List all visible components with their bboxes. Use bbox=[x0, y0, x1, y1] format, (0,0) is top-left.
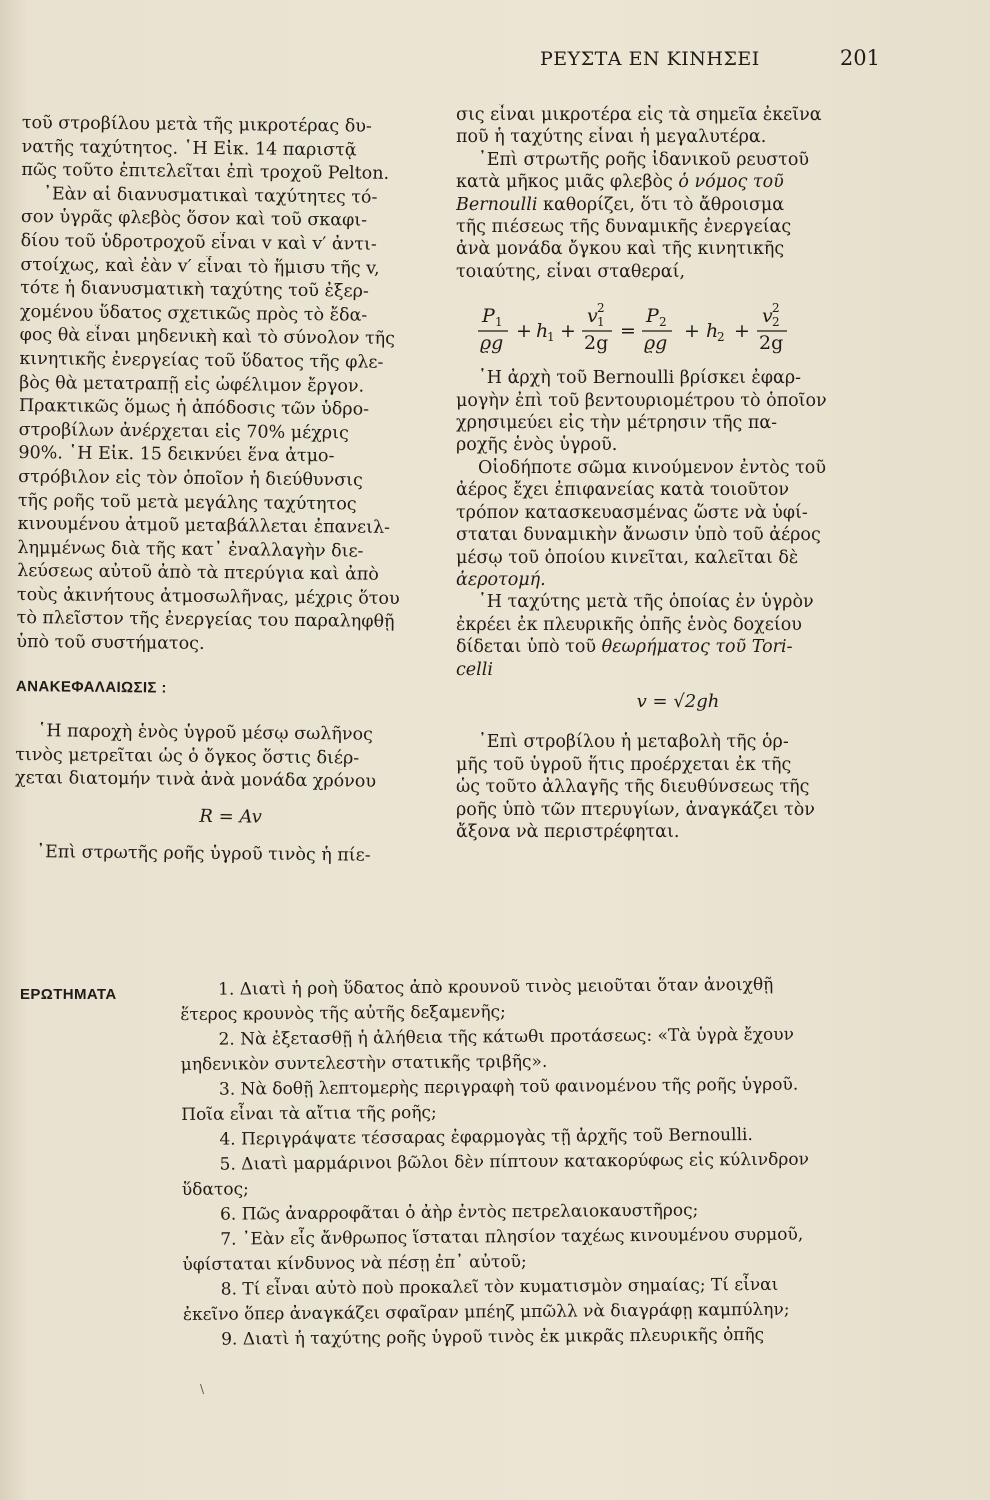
eq-rho-g: ϱg bbox=[644, 332, 668, 355]
text-line: χρησιμεύει εἰς τὴν μέτρησιν τῆς πα- bbox=[456, 413, 778, 434]
paragraph-torricelli bbox=[456, 591, 900, 681]
eq-plus: + bbox=[560, 320, 576, 343]
eq-v2-sq: 2 bbox=[772, 301, 780, 316]
text-line: χομένου ὕδατος σχετικῶς πρὸς τὸ ἔδα- bbox=[19, 301, 368, 326]
text-line: ᾿Επὶ στρωτῆς ροῆς ἰδανικοῦ ρευστοῦ bbox=[478, 149, 810, 170]
eq-plus: + bbox=[516, 320, 532, 343]
eq-v1-sq: 2 bbox=[597, 301, 605, 316]
text-line: ᾿Επὶ στροβίλου ἡ μεταβολὴ τῆς ὁρ- bbox=[478, 732, 789, 753]
formula-torricelli: v = √2gh bbox=[636, 690, 720, 712]
law-name: Bernoulli bbox=[456, 194, 538, 215]
text-line: 90%. ῾Η Εἰκ. 15 δεικνύει ἕνα ἀτμο- bbox=[18, 443, 335, 467]
question-text: 4. Περιγράψατε τέσσαρας ἐφαρμογὰς τῇ ἀρχῆς τοῦ Bernoulli. bbox=[219, 1125, 753, 1150]
question-text: 6. Πῶς ἀναρροφᾶται ὁ ἀὴρ ἐντὸς πετρελαιοκαυστῆρος; bbox=[219, 1200, 699, 1225]
formula-flow-rate: R = Av bbox=[199, 805, 263, 828]
text-line: ὑπὸ τοῦ συστήματος. bbox=[16, 632, 205, 655]
right-column bbox=[456, 104, 900, 843]
text-line bbox=[456, 194, 900, 216]
text-fragment: κατὰ μῆκος μιᾶς φλεβὸς bbox=[456, 172, 679, 193]
text-line: τοιαύτης, εἶναι σταθεραί, bbox=[456, 261, 686, 282]
text-line: στρόβιλον εἰς τὸν ὁποῖον ἡ διεύθυνσις bbox=[18, 466, 363, 491]
text-line: ᾿Εὰν αἱ διανυσματικαὶ ταχύτητες τό- bbox=[43, 184, 378, 208]
eq-p1: P bbox=[482, 305, 495, 328]
text-line: ἀνὰ μονάδα ὄγκου καὶ τῆς κινητικῆς bbox=[456, 239, 785, 260]
eq-plus: + bbox=[734, 320, 750, 343]
eq-v2: v bbox=[762, 305, 773, 328]
text-line: τὸ πλεῖστον τῆς ἐνεργείας του παραληφθῇ bbox=[16, 608, 395, 633]
eq-h2-sub: 2 bbox=[717, 330, 725, 345]
text-line: ῾Η ἀρχὴ τοῦ Bernoulli βρίσκει ἐφαρ- bbox=[478, 368, 802, 389]
question-text: μηδενικὸν συντελεστὴν στατικῆς τριβῆς». bbox=[180, 1051, 548, 1075]
paragraph-bernoulli bbox=[456, 149, 900, 283]
text-line: ροῆς ὑπὸ τῶν πτερυγίων, ἀναγκάζει τὸν bbox=[456, 799, 815, 820]
text-line: χεται διατομήν τινὰ ἀνὰ μονάδα χρόνου bbox=[14, 768, 377, 793]
eq-h2: h bbox=[706, 320, 719, 343]
text-line: κινουμένου ἀτμοῦ μεταβάλλεται ἐπανειλ- bbox=[17, 514, 391, 538]
summary-heading: ΑΝΑΚΕΦΑΛΑΙΩΣΙΣ : bbox=[15, 677, 167, 697]
eq-p2: P bbox=[646, 305, 659, 328]
text-line: Οἱοδήποτε σῶμα κινούμενον ἐντὸς τοῦ bbox=[478, 457, 826, 478]
question-item bbox=[180, 972, 910, 1028]
eq-v1-sub: 1 bbox=[597, 315, 605, 330]
question-item bbox=[183, 1272, 913, 1328]
text-line: τρόπον κατασκευασμένας ὥστε νὰ ὑφί- bbox=[456, 502, 808, 523]
bernoulli-equation-svg bbox=[456, 301, 896, 357]
text-line: τοῦ στροβίλου μετὰ τῆς μικροτέρας δυ- bbox=[21, 112, 372, 137]
question-item bbox=[182, 1222, 912, 1278]
text-line: ὡς τοῦτο ἀλλαγῆς τῆς διευθύνσεως τῆς bbox=[456, 777, 810, 798]
question-text: 1. Διατὶ ἡ ροὴ ὕδατος ἀπὸ κρουνοῦ τινὸς μειοῦται ὅταν ἀνοιχθῇ bbox=[218, 974, 774, 1000]
theorem-term: celli bbox=[456, 659, 493, 680]
paragraph-aerofoil bbox=[456, 457, 900, 591]
question-text: 7. ᾿Εὰν εἷς ἄνθρωπος ἵσταται πλησίον ταχέως κινουμένου συρμοῦ, bbox=[220, 1224, 804, 1250]
eq-2g: 2g bbox=[759, 332, 784, 355]
text-line: λεύσεως αὐτοῦ ἀπὸ τὰ πτερύγια καὶ ἀπὸ bbox=[17, 561, 379, 586]
text-line: μογὴν ἐπὶ τοῦ βεντουριομέτρου τὸ ὁποῖον bbox=[456, 390, 827, 411]
text-line: ἀέρος ἔχει ἐπιφανείας κατὰ τοιοῦτον bbox=[456, 480, 790, 501]
text-line: βὸς θὰ μετατραπῇ εἰς ὠφέλιμον ἔργον. bbox=[19, 372, 365, 397]
page-number: 201 bbox=[839, 46, 880, 70]
text-line: ποῦ ἡ ταχύτης εἶναι ἡ μεγαλυτέρα. bbox=[456, 127, 767, 148]
eq-v1: v bbox=[587, 305, 598, 328]
text-line: Πρακτικῶς ὅμως ἡ ἀπόδοσις τῶν ὑδρο- bbox=[18, 396, 370, 420]
paragraph-venturi bbox=[456, 367, 900, 457]
text-line: ῾Η παροχὴ ἑνὸς ὑγροῦ μέσῳ σωλῆνος bbox=[37, 721, 374, 745]
page-header bbox=[540, 46, 880, 70]
left-column bbox=[14, 112, 454, 869]
eq-v2-sub: 2 bbox=[772, 315, 780, 330]
eq-plus: + bbox=[684, 320, 700, 343]
paragraph-pelton bbox=[21, 112, 454, 187]
text-line: φος θὰ εἶναι μηδενικὴ καὶ τὸ σύνολον τῆς bbox=[19, 325, 396, 350]
text-line: τινὸς μετρεῖται ὡς ὁ ὄγκος ὅστις διέρ- bbox=[15, 744, 360, 769]
text-line: τῆς πιέσεως τῆς δυναμικῆς ἐνεργείας bbox=[456, 217, 792, 238]
text-line: στροβίλων ἀνέρχεται εἰς 70% μέχρις bbox=[18, 419, 349, 444]
paragraph-pressure bbox=[456, 104, 900, 149]
text-line: λημμένως διὰ τῆς κατ᾿ ἐναλλαγὴν διε- bbox=[17, 537, 364, 562]
eq-rho-g: ϱg bbox=[480, 332, 504, 355]
text-line: τότε ἡ διανυσματικὴ ταχύτης τοῦ ἐξερ- bbox=[20, 278, 369, 302]
bernoulli-equation bbox=[456, 301, 900, 353]
question-text: ἐκεῖνο ὅπερ ἀναγκάζει σφαῖραν μπέηζ μπῶλλ νὰ διαγράφῃ καμπύλην; bbox=[182, 1299, 790, 1325]
question-item bbox=[181, 1072, 911, 1128]
text-line bbox=[456, 171, 900, 193]
aerofoil-term: ἀεροτομή. bbox=[456, 569, 546, 590]
question-text: ἕτερος κρουνὸς τῆς αὐτῆς δεξαμενῆς; bbox=[180, 1002, 506, 1025]
text-line: σις εἶναι μικροτέρα εἰς τὰ σημεῖα ἐκεῖνα bbox=[456, 105, 822, 125]
question-text: 3. Νὰ δοθῇ λεπτομερὴς περιγραφὴ τοῦ φαινομένου τῆς ροῆς ὑγροῦ. bbox=[218, 1074, 799, 1100]
question-text: ὑφίσταται κίνδυνος νὰ πέσῃ ἐπ᾿ αὐτοῦ; bbox=[182, 1251, 527, 1275]
paragraph-summary bbox=[15, 720, 448, 795]
text-fragment: καθορίζει, ὅτι τὸ ἄθροισμα bbox=[537, 194, 785, 215]
question-text: 5. Διατὶ μαρμάρινοι βῶλοι δὲν πίπτουν κατακορύφως εἰς κύλινδρον bbox=[219, 1149, 809, 1175]
text-line: στοίχως, καὶ ἐὰν v′ εἶναι τὸ ἥμισυ τῆς v, bbox=[20, 254, 380, 279]
eq-p1-sub: 1 bbox=[495, 315, 503, 330]
text-fragment: δίδεται ὑπὸ τοῦ bbox=[456, 637, 602, 658]
text-line: κινητικῆς ἐνεργείας τοῦ ὕδατος τῆς φλε- bbox=[19, 348, 384, 373]
questions-heading: ΕΡΩΤΗΜΑΤΑ bbox=[20, 986, 117, 1003]
text-line bbox=[456, 636, 900, 658]
text-line: δίου τοῦ ὑδροτροχοῦ εἶναι v καὶ v′ ἀντι- bbox=[20, 230, 377, 255]
paragraph-turbine bbox=[456, 731, 900, 843]
eq-2g: 2g bbox=[584, 332, 609, 355]
running-title: ΡΕΥΣΤΑ ΕΝ ΚΙΝΗΣΕΙ bbox=[540, 48, 760, 70]
law-term: ὁ νόμος τοῦ bbox=[678, 172, 784, 193]
question-item bbox=[180, 1022, 910, 1078]
paragraph-steam-turbine bbox=[16, 395, 451, 659]
text-line: ᾿Επὶ στρωτῆς ροῆς ὑγροῦ τινὸς ἡ πίε- bbox=[36, 841, 371, 866]
eq-h1-sub: 1 bbox=[547, 330, 555, 345]
eq-h1: h bbox=[536, 320, 549, 343]
stray-mark: \ bbox=[200, 1382, 205, 1396]
questions-list bbox=[180, 972, 913, 1353]
text-line: μῆς τοῦ ὑγροῦ ἥτις προέρχεται ἐκ τῆς bbox=[456, 754, 792, 775]
question-text: Ποῖα εἶναι τὰ αἴτια τῆς ροῆς; bbox=[181, 1102, 437, 1125]
text-line: ῾Η ταχύτης μετὰ τῆς ὁποίας ἐν ὑγρὸν bbox=[478, 592, 814, 613]
text-line: σταται δυναμικὴν ἄνωσιν ὑπὸ τοῦ ἀέρος bbox=[456, 525, 821, 546]
text-line: μέσῳ τοῦ ὁποίου κινεῖται, καλεῖται δὲ bbox=[456, 547, 799, 568]
question-text: 9. Διατὶ ἡ ταχύτης ροῆς ὑγροῦ τινὸς ἐκ μικρᾶς πλευρικῆς ὀπῆς bbox=[221, 1324, 765, 1350]
question-text: 2. Νὰ ἐξετασθῇ ἡ ἀλήθεια τῆς κάτωθι προτάσεως: «Τὰ ὑγρὰ ἔχουν bbox=[218, 1024, 794, 1050]
eq-equals: = bbox=[620, 320, 636, 343]
text-line: σον ὑγρᾶς φλεβὸς ὅσον καὶ τοῦ σκαφι- bbox=[20, 207, 368, 231]
theorem-term: θεωρήματος τοῦ Tori- bbox=[601, 637, 793, 658]
text-line: τοὺς ἀκινήτους ἀτμοσωλῆνας, μέχρις ὅτου bbox=[16, 584, 400, 609]
text-line: ἐκρέει ἐκ πλευρικῆς ὀπῆς ἑνὸς δοχείου bbox=[456, 614, 802, 635]
text-line: τῆς ροῆς τοῦ μετὰ μεγάλης ταχύτητος bbox=[17, 490, 357, 515]
text-line: ἄξονα νὰ περιστρέφηται. bbox=[456, 821, 680, 842]
question-text: 8. Τί εἶναι αὐτὸ ποὺ προκαλεῖ τὸν κυματισμὸν σημαίας; Τί εἶναι bbox=[220, 1274, 779, 1300]
eq-p2-sub: 2 bbox=[659, 315, 667, 330]
paragraph-vector-velocity bbox=[19, 183, 453, 400]
text-line: πῶς τοῦτο ἐπιτελεῖται ἐπὶ τροχοῦ Pelton. bbox=[21, 160, 390, 185]
question-item bbox=[183, 1322, 913, 1353]
text-line: ροχῆς ἑνὸς ὑγροῦ. bbox=[456, 435, 618, 456]
question-item bbox=[182, 1147, 912, 1203]
text-line: νατῆς ταχύτητος. ῾Η Εἰκ. 14 παριστᾷ bbox=[21, 136, 357, 161]
question-text: ὕδατος; bbox=[181, 1179, 249, 1200]
